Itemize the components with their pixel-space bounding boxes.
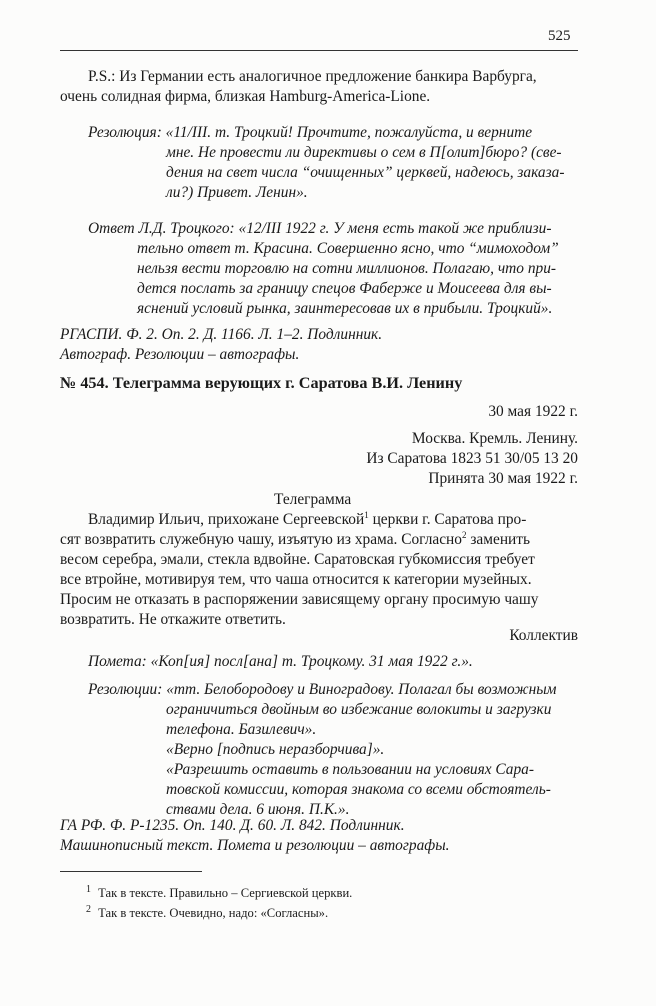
header-rule bbox=[60, 50, 578, 51]
resolutions-line: «Разрешить оставить в пользовании на условиях Сара- bbox=[166, 761, 534, 778]
archive-line: Машинописный текст. Помета и резолюции – автографы. bbox=[60, 837, 450, 854]
footnote-rule bbox=[60, 871, 202, 872]
document-date: 30 мая 1922 г. bbox=[488, 403, 578, 420]
archive-line: РГАСПИ. Ф. 2. Оп. 2. Д. 1166. Л. 1–2. Подлинник. bbox=[60, 326, 383, 343]
resolutions-line: «Верно [подпись неразборчива]». bbox=[166, 741, 385, 758]
resolutions-line: телефона. Базилевич». bbox=[166, 721, 317, 738]
body-text: сят возвратить служебную чашу, изъятую из храма. Согласно bbox=[60, 531, 462, 548]
footnote-text: Так в тексте. Очевидно, надо: «Согласны». bbox=[98, 906, 329, 920]
resolution-line: ли?) Привет. Ленин». bbox=[166, 184, 308, 201]
resolutions-line: Резолюции: «тт. Белобородову и Виноградову. Полагал бы возможным bbox=[88, 681, 557, 698]
reply-line: Ответ Л.Д. Троцкого: «12/III 1922 г. У меня есть такой же приблизи- bbox=[88, 220, 552, 237]
archive-line: ГА РФ. Ф. Р-1235. Оп. 140. Д. 60. Л. 842. Подлинник. bbox=[60, 817, 405, 834]
footnote bbox=[86, 902, 328, 921]
telegram-heading: Телеграмма bbox=[274, 491, 352, 508]
resolutions-line: ствами дела. 6 июня. П.К.». bbox=[166, 801, 350, 818]
archive-line: Автограф. Резолюции – автографы. bbox=[60, 346, 300, 363]
resolution-line: мне. Не провести ли директивы о сем в П[олит]бюро? (све- bbox=[166, 144, 562, 161]
ps-line: P.S.: Из Германии есть аналогичное предложение банкира Варбурга, bbox=[88, 68, 537, 85]
footnote-mark: 1 bbox=[86, 884, 91, 895]
body-line: возвратить. Не откажите ответить. bbox=[60, 611, 286, 628]
body-line bbox=[88, 510, 526, 530]
body-line: Просим не отказать в распоряжении зависящему органу просимую чашу bbox=[60, 591, 539, 608]
reply-line: дется послать за границу спецов Фаберже и Моисеева для вы- bbox=[137, 280, 552, 297]
note-line: Помета: «Коп[ия] посл[ана] т. Троцкому. 31 мая 1922 г.». bbox=[88, 653, 473, 670]
footnote-text: Так в тексте. Правильно – Сергиевской церкви. bbox=[98, 886, 353, 900]
document-title: № 454. Телеграмма верующих г. Саратова В.И. Ленину bbox=[60, 374, 463, 392]
reply-line: нельзя вести торговлю на сотни миллионов. Полагаю, что при- bbox=[137, 260, 557, 277]
resolution-line: Резолюция: «11/III. т. Троцкий! Прочтите, пожалуйста, и верните bbox=[88, 124, 533, 141]
body-text: заменить bbox=[466, 531, 531, 548]
footnote-ref: 2 bbox=[461, 530, 467, 540]
body-line: весом серебра, эмали, стекла вдвойне. Саратовская губкомиссия требует bbox=[60, 551, 535, 568]
body-line: все втройне, мотивируя тем, что чаша относится к категории музейных. bbox=[60, 571, 532, 588]
page-number: 525 bbox=[548, 28, 571, 44]
address-line: Москва. Кремль. Ленину. bbox=[411, 430, 578, 447]
body-text: церкви г. Саратова про- bbox=[368, 511, 527, 528]
resolution-line: дения на свет числа “очищенных” церквей, надеюсь, заказа- bbox=[166, 164, 565, 181]
reply-line: тельно ответ т. Красина. Совершенно ясно, что “мимоходом” bbox=[137, 240, 559, 257]
resolutions-line: ограничиться двойным во избежание волокиты и загрузки bbox=[166, 701, 552, 718]
body-text: Владимир Ильич, прихожане Сергеевской bbox=[88, 511, 365, 528]
address-line: Принята 30 мая 1922 г. bbox=[428, 470, 578, 487]
ps-line: очень солидная фирма, близкая Hamburg-America-Lione. bbox=[60, 88, 431, 105]
footnote bbox=[86, 882, 352, 901]
resolutions-line: товской комиссии, которая знакома со всеми обстоятель- bbox=[166, 781, 551, 798]
reply-line: яснений условий рынка, заинтересовав их в прибыли. Троцкий». bbox=[137, 300, 553, 317]
signature: Коллектив bbox=[509, 627, 578, 644]
footnote-ref: 1 bbox=[364, 510, 369, 520]
footnote-mark: 2 bbox=[86, 904, 91, 915]
body-line bbox=[60, 530, 530, 550]
address-line: Из Саратова 1823 51 30/05 13 20 bbox=[366, 450, 578, 467]
